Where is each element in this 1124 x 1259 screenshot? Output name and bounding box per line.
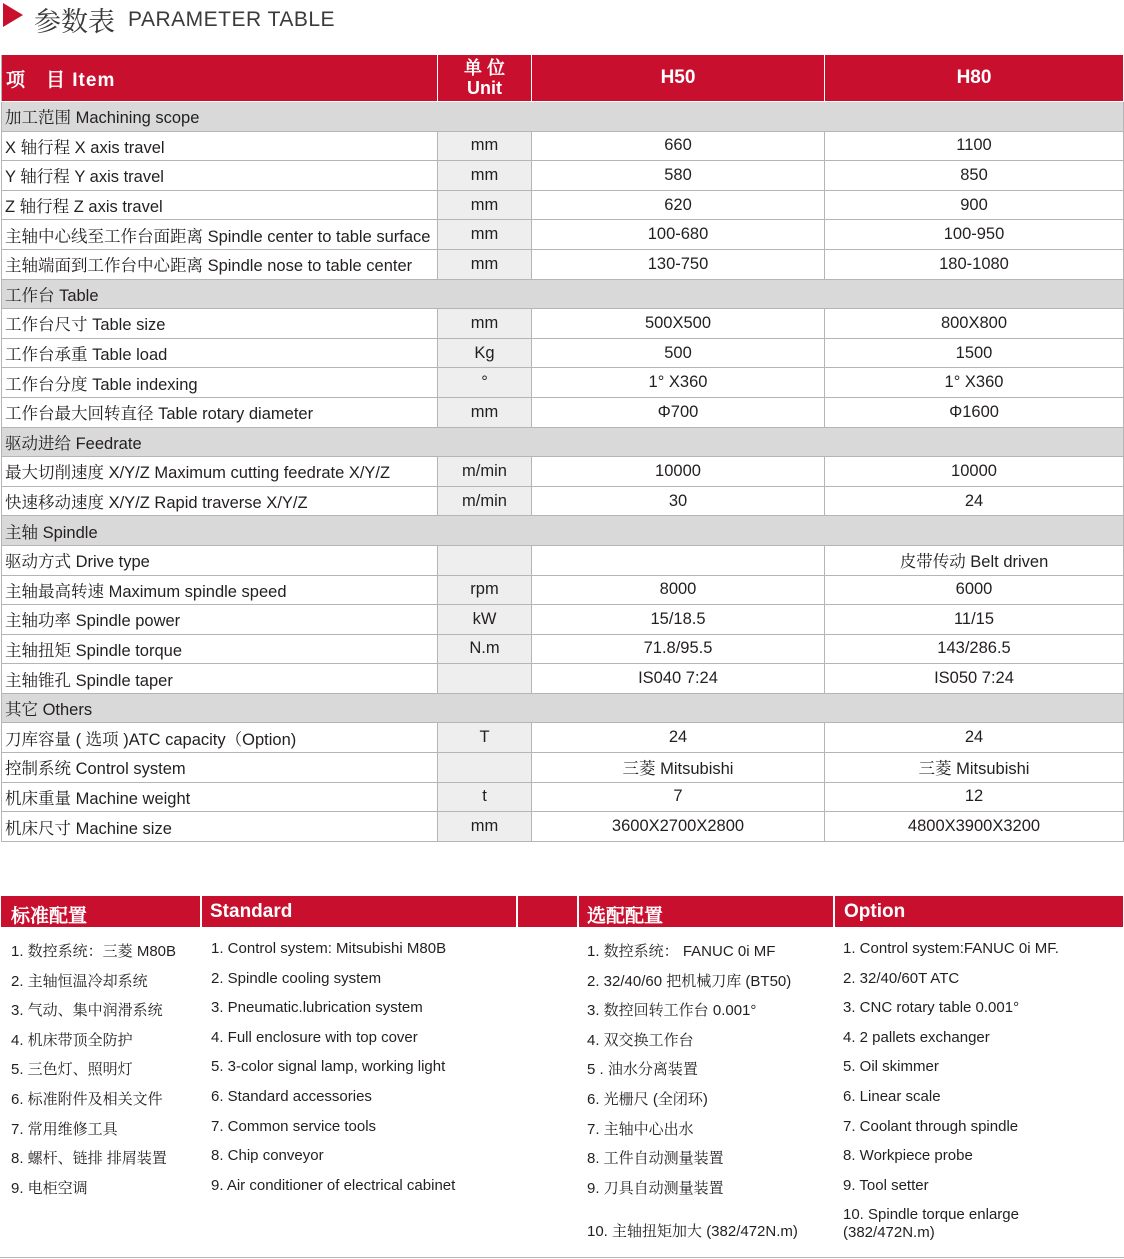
section-label: 工作台 Table <box>2 279 1124 309</box>
option-cn-header: 选配配置 <box>587 906 664 927</box>
list-item: 6. Standard accessories <box>211 1087 372 1105</box>
standard-list-cn <box>11 940 176 1206</box>
list-item: 4. 机床带顶全防护 <box>11 1031 133 1049</box>
param-unit-cell: mm <box>438 249 532 279</box>
list-item: 7. Coolant through spindle <box>843 1117 1019 1135</box>
table-row <box>2 190 1124 220</box>
list-item: 5 . 油水分离装置 <box>587 1061 698 1079</box>
param-name-cell: 机床尺寸 Machine size <box>2 812 438 842</box>
page-heading <box>0 0 600 40</box>
table-row <box>2 634 1124 664</box>
param-unit-cell: mm <box>438 397 532 427</box>
table-body <box>2 102 1124 842</box>
list-item: 7. 常用维修工具 <box>11 1120 118 1138</box>
param-h50-cell: 660 <box>532 131 825 161</box>
param-h80-cell: 24 <box>825 486 1124 516</box>
list-item: 10. 主轴扭矩加大 (382/472N.m) <box>587 1223 798 1241</box>
list-item: 1. Control system:FANUC 0i MF. <box>843 940 1059 957</box>
list-item: 8. 螺杆、链排 排屑装置 <box>11 1150 167 1168</box>
param-name-cell: 主轴中心线至工作台面距离 Spindle center to table surface <box>2 220 438 250</box>
param-h80-cell: 4800X3900X3200 <box>825 812 1124 842</box>
param-h80-cell: 850 <box>825 161 1124 191</box>
param-name-cell: 主轴最高转速 Maximum spindle speed <box>2 575 438 605</box>
param-unit-cell: m/min <box>438 457 532 487</box>
param-unit-cell: mm <box>438 161 532 191</box>
param-name-cell: 主轴功率 Spindle power <box>2 605 438 635</box>
param-name-cell: Z 轴行程 Z axis travel <box>2 190 438 220</box>
list-item: 2. 主轴恒温冷却系统 <box>11 972 148 990</box>
param-h50-cell: 三菱 Mitsubishi <box>532 753 825 783</box>
list-item: 1. Control system: Mitsubishi M80B <box>211 940 447 957</box>
section-row <box>2 516 1124 546</box>
table-row <box>2 723 1124 753</box>
param-h50-cell: 71.8/95.5 <box>532 634 825 664</box>
table-row <box>2 782 1124 812</box>
parameter-table <box>1 54 1124 842</box>
list-item: 8. 工件自动测量装置 <box>587 1150 724 1168</box>
list-item: 8. Chip conveyor <box>211 1147 324 1165</box>
list-item: 2. Spindle cooling system <box>211 969 382 987</box>
section-row <box>2 693 1124 723</box>
param-h80-cell: 24 <box>825 723 1124 753</box>
table-row <box>2 753 1124 783</box>
option-list-cn <box>587 940 798 1241</box>
param-h50-cell: 7 <box>532 782 825 812</box>
table-row <box>2 368 1124 398</box>
param-h50-cell: IS040 7:24 <box>532 664 825 694</box>
heading-title-cn: 参数表 <box>34 7 115 37</box>
standard-list-en <box>211 940 455 1206</box>
header-unit-cn: 单 位 <box>463 58 505 78</box>
list-item: 6. Linear scale <box>843 1087 941 1105</box>
param-unit-cell: mm <box>438 220 532 250</box>
list-item: 7. Common service tools <box>211 1117 377 1135</box>
param-h50-cell: 24 <box>532 723 825 753</box>
param-h50-cell: Φ700 <box>532 397 825 427</box>
param-unit-cell <box>438 545 532 575</box>
triangle-marker-icon <box>3 3 23 27</box>
param-h80-cell: IS050 7:24 <box>825 664 1124 694</box>
list-item: 8. Workpiece probe <box>843 1147 973 1165</box>
list-item: 9. 电柜空调 <box>11 1179 88 1197</box>
header-divider <box>516 896 518 927</box>
header-divider <box>200 896 202 927</box>
table-row <box>2 812 1124 842</box>
configuration-header-bar <box>1 896 1123 927</box>
list-item: 3. CNC rotary table 0.001° <box>843 999 1020 1017</box>
list-item: 10. Spindle torque enlarge (382/472N.m) <box>843 1206 1019 1242</box>
list-item: 9. 刀具自动测量装置 <box>587 1179 724 1197</box>
header-divider <box>577 896 579 927</box>
header-unit <box>438 55 532 102</box>
option-list-en <box>843 940 1073 1250</box>
param-unit-cell <box>438 753 532 783</box>
section-label: 驱动进给 Feedrate <box>2 427 1124 457</box>
table-row <box>2 338 1124 368</box>
table-row <box>2 309 1124 339</box>
param-unit-cell: t <box>438 782 532 812</box>
param-h50-cell: 620 <box>532 190 825 220</box>
section-label: 加工范围 Machining scope <box>2 102 1124 132</box>
param-h50-cell: 130-750 <box>532 249 825 279</box>
param-h80-cell: 1500 <box>825 338 1124 368</box>
param-h50-cell: 580 <box>532 161 825 191</box>
param-unit-cell: mm <box>438 812 532 842</box>
param-h50-cell <box>532 545 825 575</box>
list-item: 3. 气动、集中润滑系统 <box>11 1002 163 1020</box>
list-item: 5. Oil skimmer <box>843 1058 939 1076</box>
param-h80-cell: 三菱 Mitsubishi <box>825 753 1124 783</box>
param-h80-cell: 12 <box>825 782 1124 812</box>
list-item: 1. 数控系统： FANUC 0i MF <box>587 943 776 960</box>
param-h50-cell: 100-680 <box>532 220 825 250</box>
param-h50-cell: 8000 <box>532 575 825 605</box>
param-name-cell: 工作台尺寸 Table size <box>2 309 438 339</box>
table-row <box>2 161 1124 191</box>
list-item: 4. 2 pallets exchanger <box>843 1028 990 1046</box>
option-en-header: Option <box>844 901 906 922</box>
param-h80-cell: 900 <box>825 190 1124 220</box>
param-h50-cell: 500X500 <box>532 309 825 339</box>
param-name-cell: 主轴锥孔 Spindle taper <box>2 664 438 694</box>
param-h80-cell: 800X800 <box>825 309 1124 339</box>
param-h80-cell: 6000 <box>825 575 1124 605</box>
param-name-cell: 主轴端面到工作台中心距离 Spindle nose to table center <box>2 249 438 279</box>
table-row <box>2 664 1124 694</box>
param-unit-cell: ° <box>438 368 532 398</box>
section-label: 主轴 Spindle <box>2 516 1124 546</box>
param-unit-cell: N.m <box>438 634 532 664</box>
param-name-cell: 最大切削速度 X/Y/Z Maximum cutting feedrate X/Y/Z <box>2 457 438 487</box>
param-h50-cell: 3600X2700X2800 <box>532 812 825 842</box>
list-item: 9. Tool setter <box>843 1176 929 1194</box>
param-name-cell: 主轴扭矩 Spindle torque <box>2 634 438 664</box>
header-item: 项 目 Item <box>2 55 438 102</box>
list-item: 3. Pneumatic.lubrication system <box>211 999 423 1017</box>
table-row <box>2 605 1124 635</box>
param-unit-cell <box>438 664 532 694</box>
header-divider <box>833 896 835 927</box>
table-row <box>2 249 1124 279</box>
section-row <box>2 279 1124 309</box>
header-unit-en: Unit <box>467 78 502 98</box>
param-name-cell: 控制系统 Control system <box>2 753 438 783</box>
param-unit-cell: kW <box>438 605 532 635</box>
header-model-h50: H50 <box>532 55 825 102</box>
param-name-cell: 工作台最大回转直径 Table rotary diameter <box>2 397 438 427</box>
table-header-row <box>2 55 1124 102</box>
list-item: 6. 光栅尺 (全闭环) <box>587 1090 708 1108</box>
list-item: 1. 数控系统：三菱 M80B <box>11 943 177 960</box>
param-h50-cell: 10000 <box>532 457 825 487</box>
standard-en-header: Standard <box>210 901 293 922</box>
list-item: 2. 32/40/60T ATC <box>843 969 960 987</box>
param-name-cell: 快速移动速度 X/Y/Z Rapid traverse X/Y/Z <box>2 486 438 516</box>
list-item: 3. 数控回转工作台 0.001° <box>587 1002 757 1020</box>
param-h80-cell: 100-950 <box>825 220 1124 250</box>
list-item: 2. 32/40/60 把机械刀库 (BT50) <box>587 972 792 990</box>
param-unit-cell: rpm <box>438 575 532 605</box>
table-row <box>2 545 1124 575</box>
param-h80-cell: Φ1600 <box>825 397 1124 427</box>
param-h50-cell: 15/18.5 <box>532 605 825 635</box>
param-unit-cell: m/min <box>438 486 532 516</box>
param-h80-cell: 143/286.5 <box>825 634 1124 664</box>
param-h50-cell: 1° X360 <box>532 368 825 398</box>
param-unit-cell: mm <box>438 131 532 161</box>
param-h50-cell: 30 <box>532 486 825 516</box>
param-unit-cell: Kg <box>438 338 532 368</box>
list-item: 5. 3-color signal lamp, working light <box>211 1058 446 1076</box>
param-h50-cell: 500 <box>532 338 825 368</box>
section-label: 其它 Others <box>2 693 1124 723</box>
param-name-cell: 机床重量 Machine weight <box>2 782 438 812</box>
list-item: 4. Full enclosure with top cover <box>211 1028 418 1046</box>
table-row <box>2 457 1124 487</box>
param-h80-cell: 180-1080 <box>825 249 1124 279</box>
param-name-cell: X 轴行程 X axis travel <box>2 131 438 161</box>
param-unit-cell: mm <box>438 309 532 339</box>
param-h80-cell: 1100 <box>825 131 1124 161</box>
table-row <box>2 486 1124 516</box>
heading-title-en: PARAMETER TABLE <box>128 8 336 31</box>
table-row <box>2 131 1124 161</box>
param-name-cell: 驱动方式 Drive type <box>2 545 438 575</box>
list-item: 5. 三色灯、照明灯 <box>11 1061 133 1079</box>
list-item: 7. 主轴中心出水 <box>587 1120 694 1138</box>
param-h80-cell: 11/15 <box>825 605 1124 635</box>
header-model-h80: H80 <box>825 55 1124 102</box>
table-row <box>2 575 1124 605</box>
standard-cn-header: 标准配置 <box>11 906 88 927</box>
param-h80-cell: 皮带传动 Belt driven <box>825 545 1124 575</box>
list-item: 6. 标准附件及相关文件 <box>11 1090 163 1108</box>
table-row <box>2 397 1124 427</box>
param-unit-cell: mm <box>438 190 532 220</box>
section-row <box>2 102 1124 132</box>
list-item: 9. Air conditioner of electrical cabinet <box>211 1176 456 1194</box>
table-row <box>2 220 1124 250</box>
param-name-cell: Y 轴行程 Y axis travel <box>2 161 438 191</box>
list-item: 4. 双交换工作台 <box>587 1031 694 1049</box>
bottom-divider <box>0 1257 1124 1258</box>
param-name-cell: 工作台分度 Table indexing <box>2 368 438 398</box>
param-h80-cell: 1° X360 <box>825 368 1124 398</box>
param-h80-cell: 10000 <box>825 457 1124 487</box>
param-unit-cell: T <box>438 723 532 753</box>
section-row <box>2 427 1124 457</box>
param-name-cell: 刀库容量 ( 选项 )ATC capacity（Option) <box>2 723 438 753</box>
param-name-cell: 工作台承重 Table load <box>2 338 438 368</box>
